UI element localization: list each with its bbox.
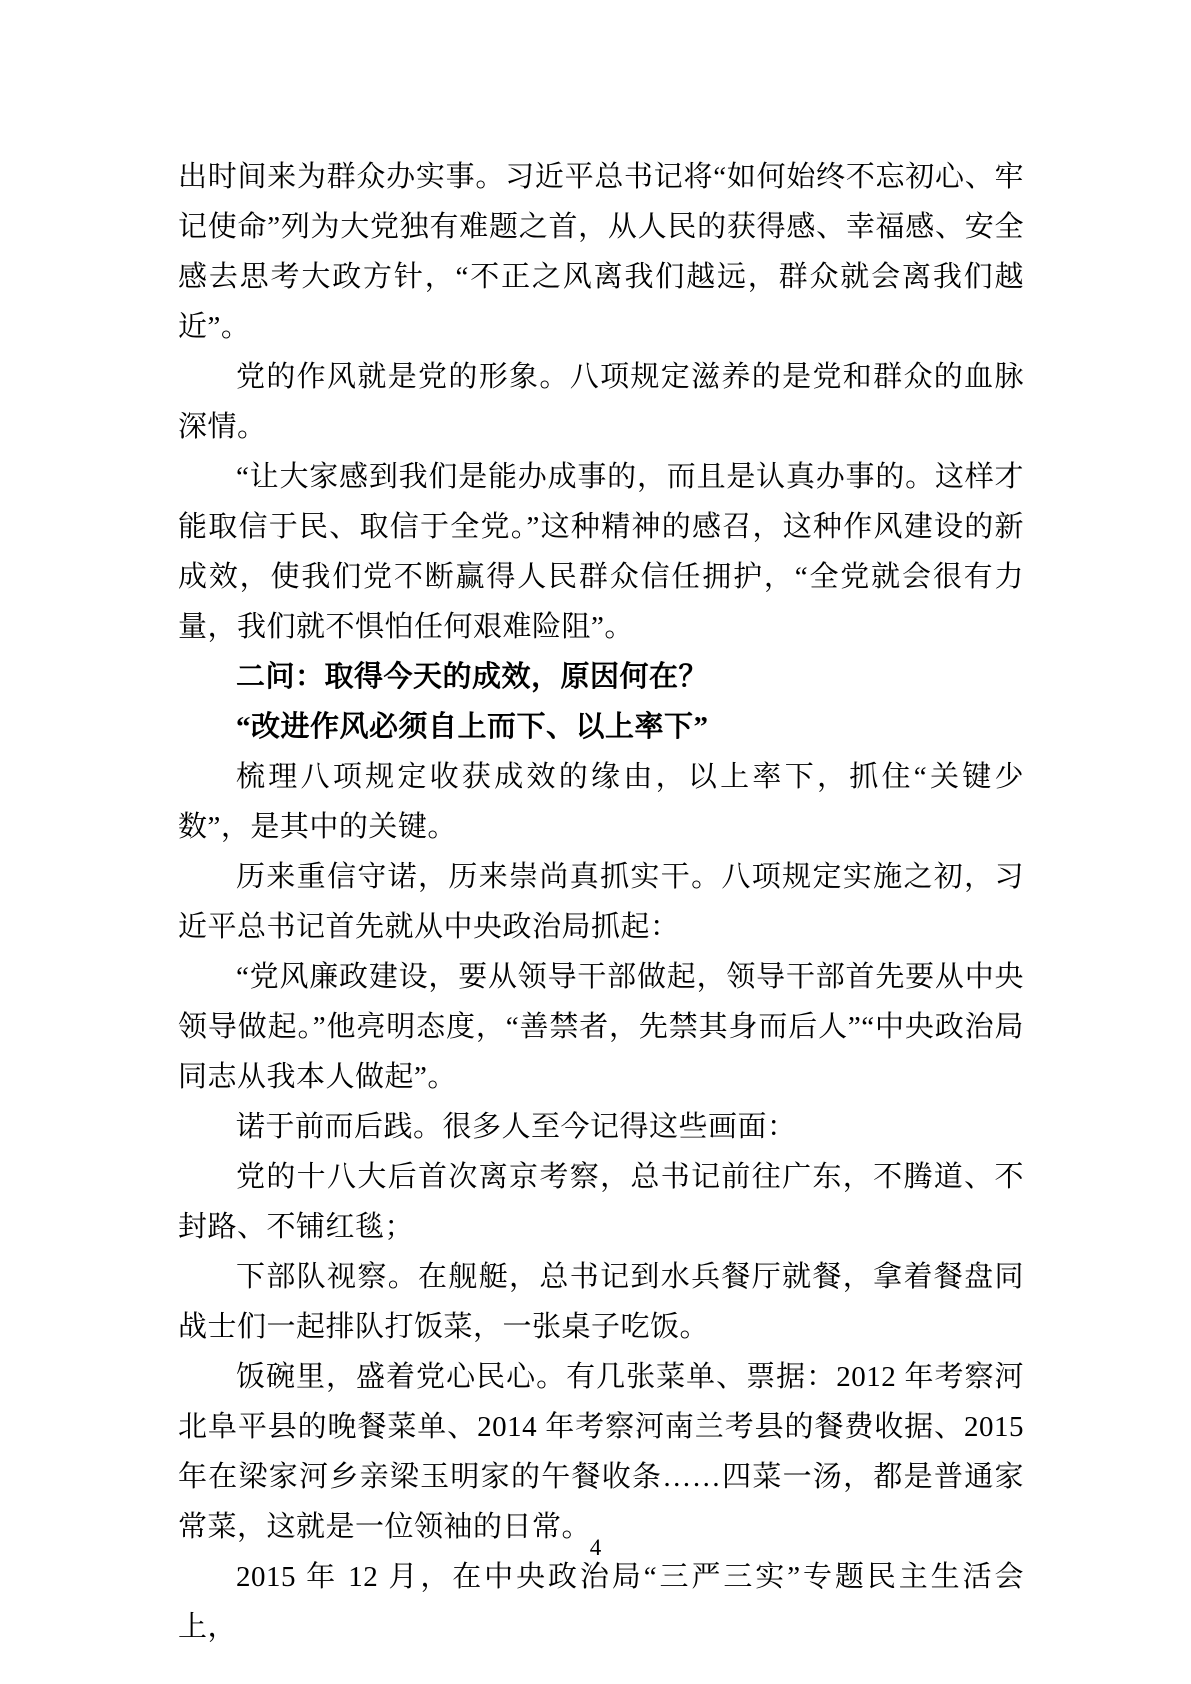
paragraph: 党的作风就是党的形象。八项规定滋养的是党和群众的血脉深情。 [178,361,1024,443]
paragraph: 饭碗里，盛着党心民心。有几张菜单、票据：2012 年考察河北阜平县的晚餐菜单、2014 年考察河南兰考县的餐费收据、2015 年在梁家河乡亲梁玉明家的午餐收条……四菜一汤，都是普通家常菜，这就是一位领袖的日常。 [178,1361,1024,1543]
page-number: 4 [589,1535,602,1560]
text-block [178,152,1024,1652]
paragraph: 下部队视察。在舰艇，总书记到水兵餐厅就餐，拿着餐盘同战士们一起排队打饭菜，一张桌子吃饭。 [178,1261,1024,1343]
paragraph: 2015 年 12 月，在中央政治局“三严三实”专题民主生活会上， [178,1561,1024,1643]
paragraph: “让大家感到我们是能办成事的，而且是认真办事的。这样才能取信于民、取信于全党。”这种精神的感召，这种作风建设的新成效，使我们党不断赢得人民群众信任拥护，“全党就会很有力量，我们就不惧怕任何艰难险阻”。 [178,461,1024,643]
paragraph: 梳理八项规定收获成效的缘由，以上率下，抓住“关键少数”，是其中的关键。 [178,761,1024,843]
section-heading-question: 二问：取得今天的成效，原因何在？ [236,661,709,693]
paragraph: 诺于前而后践。很多人至今记得这些画面： [236,1111,797,1143]
paragraph: 历来重信守诺，历来崇尚真抓实干。八项规定实施之初，习近平总书记首先就从中央政治局抓起： [178,861,1024,943]
paragraph: 党的十八大后首次离京考察，总书记前往广东，不腾道、不封路、不铺红毯； [178,1161,1024,1243]
paragraph: “党风廉政建设，要从领导干部做起，领导干部首先要从中央领导做起。”他亮明态度，“善禁者，先禁其身而后人”“中央政治局同志从我本人做起”。 [178,961,1024,1093]
paragraph-continuation: 出时间来为群众办实事。习近平总书记将“如何始终不忘初心、牢记使命”列为大党独有难题之首，从人民的获得感、幸福感、安全感去思考大政方针，“不正之风离我们越远，群众就会离我们越近”。 [178,161,1024,343]
section-heading-quote: “改进作风必须自上而下、以上率下” [236,711,709,743]
